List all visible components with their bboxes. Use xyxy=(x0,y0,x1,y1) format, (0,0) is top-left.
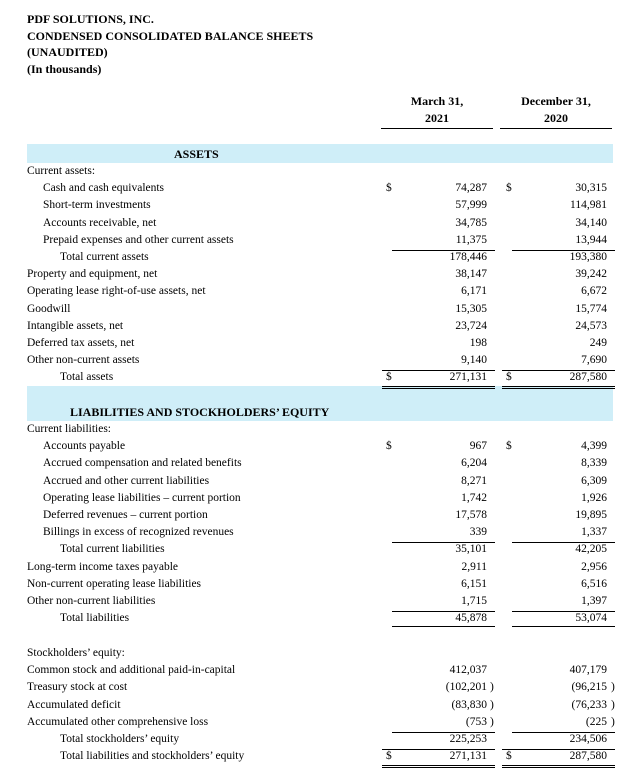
value-march-2021: 17,578 xyxy=(455,509,487,521)
double-rule xyxy=(502,386,615,387)
dollar-sign: $ xyxy=(506,440,512,453)
assets-heading: ASSETS xyxy=(174,147,219,161)
dollar-sign: $ xyxy=(506,750,512,763)
double-rule xyxy=(382,765,495,766)
value-march-2021: 198 xyxy=(469,337,487,349)
dollar-sign: $ xyxy=(386,750,392,763)
statement-title: CONDENSED CONSOLIDATED BALANCE SHEETS xyxy=(27,29,314,43)
closing-paren: ) xyxy=(490,681,494,694)
double-rule xyxy=(382,388,495,389)
value-dec-2020: 8,339 xyxy=(581,457,607,470)
subtotal-rule xyxy=(502,370,615,371)
value-march-2021: 271,131 xyxy=(449,371,487,384)
value-dec-2020: 114,981 xyxy=(570,199,607,212)
value-dec-2020: 407,179 xyxy=(569,664,607,677)
value-dec-2020: 7,690 xyxy=(581,354,607,367)
row-label: Accrued compensation and related benefits xyxy=(43,457,242,470)
value-march-2021: 412,037 xyxy=(449,664,487,677)
company-name: PDF SOLUTIONS, INC. xyxy=(27,12,154,26)
subtotal-rule xyxy=(502,749,615,750)
row-label: Total liabilities and stockholders’ equity xyxy=(60,750,245,763)
subtotal-rule xyxy=(382,370,495,371)
dollar-sign: $ xyxy=(386,440,392,453)
value-dec-2020: 4,399 xyxy=(581,440,607,453)
closing-paren: ) xyxy=(611,681,615,694)
row-label: Operating lease right-of-use assets, net xyxy=(27,285,206,298)
closing-paren: ) xyxy=(490,698,494,711)
value-march-2021: 38,147 xyxy=(455,268,487,281)
value-march-2021: 178,446 xyxy=(449,251,487,263)
row-label: Total current assets xyxy=(60,251,149,263)
subtotal-rule xyxy=(512,250,615,251)
value-march-2021: 15,305 xyxy=(455,302,487,315)
value-march-2021: 23,724 xyxy=(455,319,487,332)
value-dec-2020: 53,074 xyxy=(575,612,607,625)
value-march-2021: (753 xyxy=(465,715,487,728)
value-dec-2020: 15,774 xyxy=(575,302,607,315)
value-dec-2020: 39,242 xyxy=(575,268,607,281)
value-dec-2020: 13,944 xyxy=(575,233,607,246)
row-label: Property and equipment, net xyxy=(27,268,158,281)
subtotal-rule xyxy=(382,749,495,750)
subtotal-rule xyxy=(512,542,615,543)
value-dec-2020: 6,516 xyxy=(581,577,607,590)
assets-heading-band xyxy=(27,144,613,163)
value-march-2021: 74,287 xyxy=(455,182,487,195)
value-march-2021: 1,715 xyxy=(461,595,487,607)
subtotal-rule xyxy=(392,611,495,612)
dollar-sign: $ xyxy=(386,371,392,384)
value-dec-2020: 2,956 xyxy=(581,560,607,573)
value-march-2021: (102,201 xyxy=(445,681,487,694)
row-label: Intangible assets, net xyxy=(27,319,124,332)
row-label: Accrued and other current liabilities xyxy=(43,474,210,487)
double-rule xyxy=(502,767,615,768)
value-dec-2020: (225 xyxy=(585,715,607,728)
value-march-2021: 6,204 xyxy=(461,457,487,470)
subtotal-rule xyxy=(512,732,615,733)
row-label: Total assets xyxy=(60,371,114,384)
row-label: Other non-current assets xyxy=(27,354,140,367)
value-march-2021: 225,253 xyxy=(449,733,487,745)
double-rule xyxy=(502,765,615,766)
value-march-2021: 57,999 xyxy=(455,199,487,212)
row-label: Operating lease liabilities – current portion xyxy=(43,491,241,504)
row-label: Deferred tax assets, net xyxy=(27,337,135,349)
value-march-2021: 35,101 xyxy=(455,543,487,556)
col2-header-rule xyxy=(500,128,612,129)
row-label: Prepaid expenses and other current assets xyxy=(43,233,234,246)
value-march-2021: 6,151 xyxy=(461,577,487,590)
value-march-2021: 9,140 xyxy=(461,354,487,367)
value-march-2021: 34,785 xyxy=(455,216,487,229)
value-dec-2020: 1,397 xyxy=(581,595,607,607)
value-march-2021: 45,878 xyxy=(455,612,487,625)
liabilities-heading: LIABILITIES AND STOCKHOLDERS’ EQUITY xyxy=(70,405,330,419)
double-rule xyxy=(502,388,615,389)
value-dec-2020: 193,380 xyxy=(569,251,607,263)
value-dec-2020: 1,337 xyxy=(581,526,607,539)
row-label: Total stockholders’ equity xyxy=(60,733,180,745)
col2-header-year: 2020 xyxy=(544,111,568,125)
row-label: Deferred revenues – current portion xyxy=(43,509,208,521)
row-label: Accumulated other comprehensive loss xyxy=(27,715,209,728)
col1-header-line1: March 31, xyxy=(410,94,464,108)
value-dec-2020: 234,506 xyxy=(569,733,607,745)
value-dec-2020: (76,233 xyxy=(571,698,607,711)
value-march-2021: 2,911 xyxy=(461,560,487,573)
subtotal-rule xyxy=(392,250,495,251)
value-dec-2020: 24,573 xyxy=(575,319,607,332)
row-label: Stockholders’ equity: xyxy=(27,647,125,659)
row-label: Common stock and additional paid-in-capital xyxy=(27,664,236,677)
row-label: Other non-current liabilities xyxy=(27,595,156,607)
value-march-2021: 6,171 xyxy=(461,285,487,298)
value-march-2021: 271,131 xyxy=(449,750,487,763)
row-label: Accounts receivable, net xyxy=(43,216,157,229)
value-dec-2020: 42,205 xyxy=(575,543,607,556)
closing-paren: ) xyxy=(490,715,494,728)
unaudited-note: (UNAUDITED) xyxy=(27,45,108,59)
row-label: Short-term investments xyxy=(43,199,151,212)
double-rule xyxy=(382,767,495,768)
value-march-2021: 339 xyxy=(469,526,487,539)
value-dec-2020: 6,309 xyxy=(581,474,607,487)
value-dec-2020: 30,315 xyxy=(575,182,607,195)
total-liabilities-underline xyxy=(512,626,615,627)
col1-header-year: 2021 xyxy=(425,111,449,125)
subtotal-rule xyxy=(392,542,495,543)
value-dec-2020: 249 xyxy=(589,337,607,349)
row-label: Billings in excess of recognized revenues xyxy=(43,526,234,539)
row-label: Treasury stock at cost xyxy=(27,681,128,694)
value-march-2021: 1,742 xyxy=(461,491,487,504)
subtotal-rule xyxy=(512,611,615,612)
dollar-sign: $ xyxy=(386,182,392,195)
value-dec-2020: 19,895 xyxy=(575,509,607,521)
row-label: Accumulated deficit xyxy=(27,698,121,711)
total-liabilities-underline xyxy=(392,626,495,627)
row-label: Cash and cash equivalents xyxy=(43,182,165,195)
row-label: Non-current operating lease liabilities xyxy=(27,577,202,590)
value-dec-2020: 34,140 xyxy=(575,216,607,229)
row-label: Current assets: xyxy=(27,165,96,177)
closing-paren: ) xyxy=(611,698,615,711)
value-dec-2020: 6,672 xyxy=(581,285,607,298)
closing-paren: ) xyxy=(611,715,615,728)
double-rule xyxy=(382,386,495,387)
value-march-2021: 967 xyxy=(469,440,487,453)
units-note: (In thousands) xyxy=(27,62,102,76)
row-label: Current liabilities: xyxy=(27,423,111,435)
col1-header-rule xyxy=(381,128,493,129)
value-dec-2020: (96,215 xyxy=(571,681,607,694)
row-label: Goodwill xyxy=(27,302,71,315)
col2-header-line1: December 31, xyxy=(521,94,591,108)
row-label: Total liabilities xyxy=(60,612,130,625)
subtotal-rule xyxy=(392,732,495,733)
value-dec-2020: 287,580 xyxy=(569,750,607,763)
row-label: Accounts payable xyxy=(43,440,126,453)
row-label: Long-term income taxes payable xyxy=(27,560,179,573)
value-march-2021: (83,830 xyxy=(451,698,487,711)
value-dec-2020: 287,580 xyxy=(569,371,607,384)
row-label: Total current liabilities xyxy=(60,543,165,556)
value-dec-2020: 1,926 xyxy=(581,491,607,504)
dollar-sign: $ xyxy=(506,371,512,384)
value-march-2021: 8,271 xyxy=(461,474,487,487)
dollar-sign: $ xyxy=(506,182,512,195)
value-march-2021: 11,375 xyxy=(455,233,487,246)
